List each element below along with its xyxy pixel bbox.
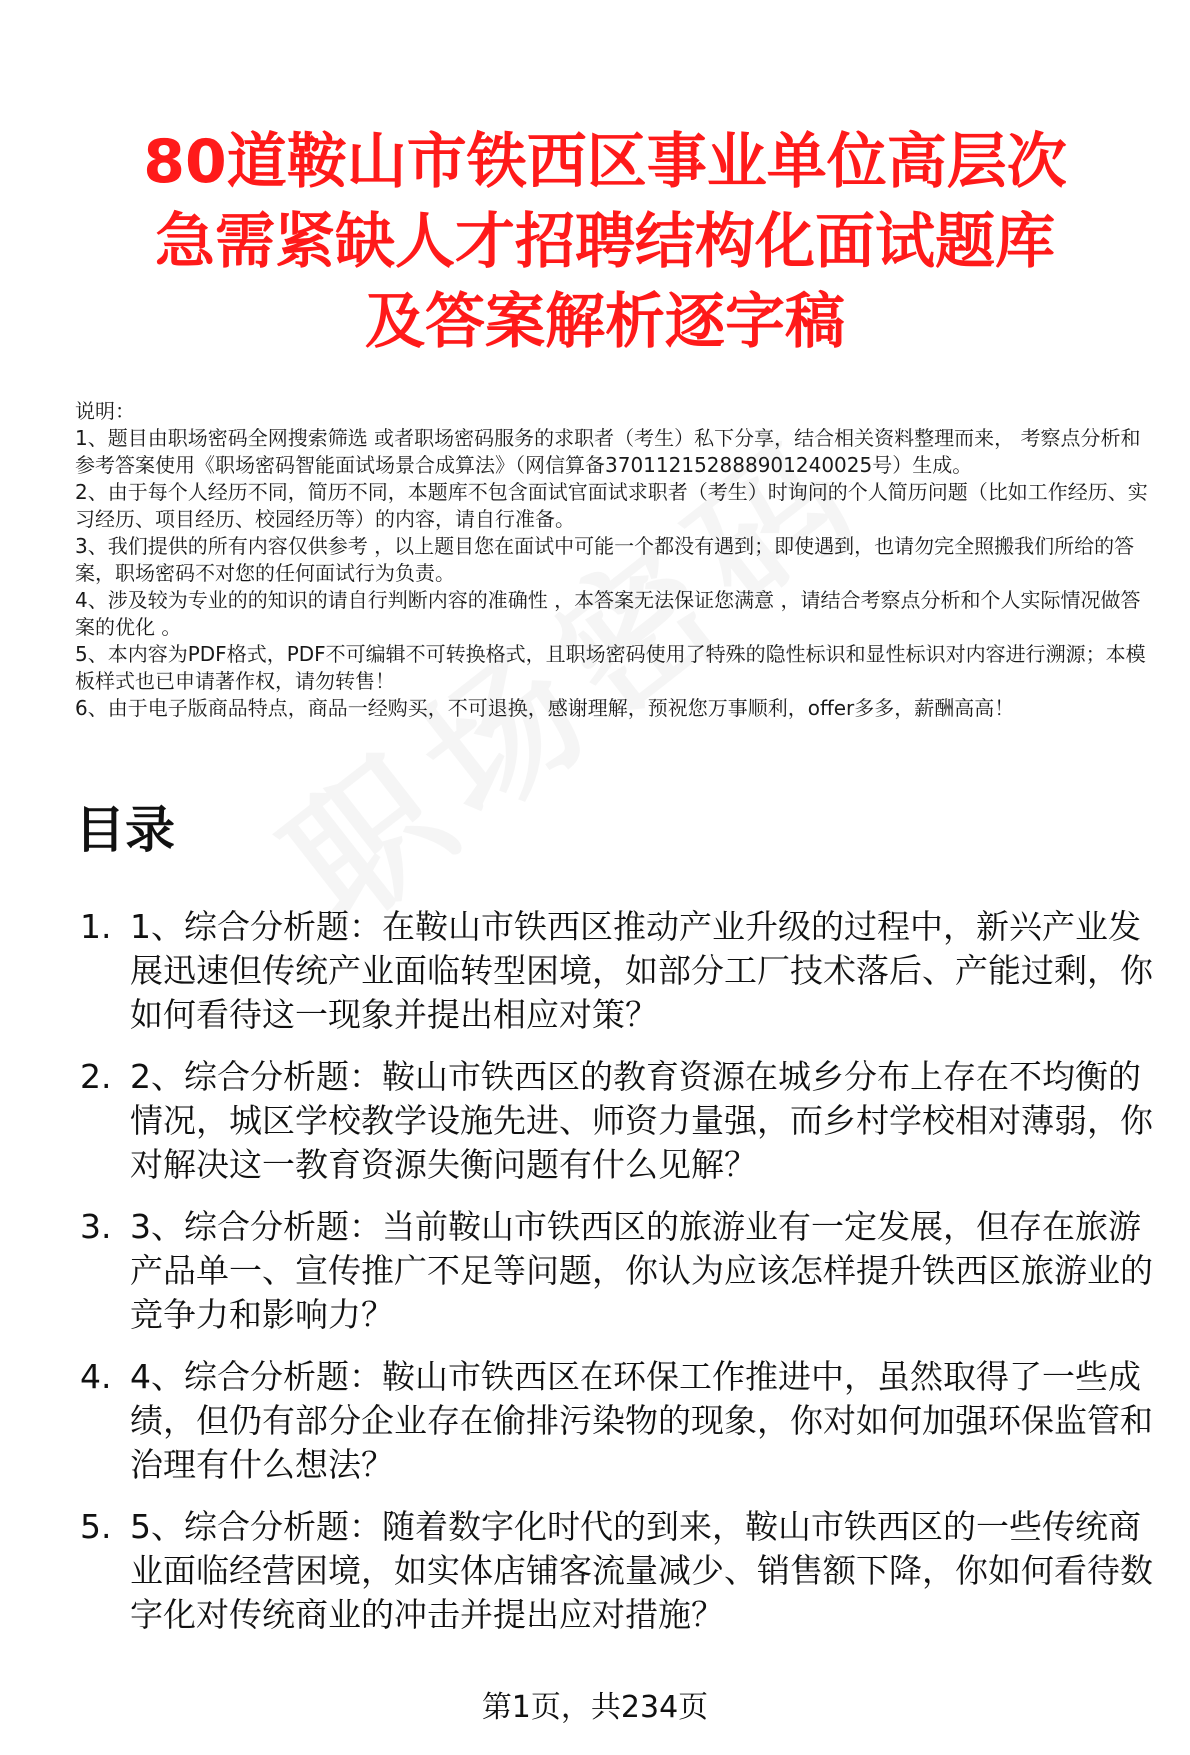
toc-item-text[interactable]: 3、综合分析题：当前鞍山市铁西区的旅游业有一定发展，但存在旅游产品单一、宣传推广不足等问题，你认为应该怎样提升铁西区旅游业的竞争力和影响力？ (130, 1207, 1153, 1334)
note-item: 5、本内容为PDF格式，PDF不可编辑不可转换格式，且职场密码使用了特殊的隐性标识和显性标识对内容进行溯源；本模板样式也已申请著作权，请勿转售！ (75, 642, 1146, 693)
note-item: 6、由于电子版商品特点，商品一经购买，不可退换，感谢理解，预祝您万事顺利，offer多多，薪酬高高！ (75, 696, 1015, 720)
page-footer: 第1页，共234页 (481, 1690, 709, 1725)
note-item: 2、由于每个人经历不同，简历不同，本题库不包含面试官面试求职者（考生）时询问的个人简历问题（比如工作经历、实习经历、项目经历、校园经历等）的内容，请自行准备。 (75, 480, 1148, 531)
toc-item-text[interactable]: 4、综合分析题：鞍山市铁西区在环保工作推进中，虽然取得了一些成绩，但仍有部分企业存在偷排污染物的现象，你对如何加强环保监管和治理有什么想法？ (130, 1357, 1153, 1484)
toc-item-number: 1. (80, 907, 112, 946)
toc-item[interactable] (75, 1205, 1170, 1337)
toc-item-text[interactable]: 1、综合分析题：在鞍山市铁西区推动产业升级的过程中，新兴产业发展迅速但传统产业面临转型困境，如部分工厂技术落后、产能过剩，你如何看待这一现象并提出相应对策？ (130, 907, 1153, 1034)
toc-item-number: 4. (80, 1357, 112, 1396)
note-item: 1、题目由职场密码全网搜索筛选 或者职场密码服务的求职者（考生）私下分享，结合相关资料整理而来， 考察点分析和参考答案使用《职场密码智能面试场景合成算法》（网信算备370112152888901240025号）生成。 (75, 426, 1141, 477)
toc-item[interactable] (75, 1055, 1170, 1187)
toc-list (75, 905, 1170, 1655)
toc-item-text[interactable]: 2、综合分析题：鞍山市铁西区的教育资源在城乡分布上存在不均衡的情况，城区学校教学设施先进、师资力量强，而乡村学校相对薄弱，你对解决这一教育资源失衡问题有什么见解？ (130, 1057, 1153, 1184)
toc-item-number: 5. (80, 1507, 112, 1546)
toc-item[interactable] (75, 905, 1170, 1037)
toc-heading: 目录 (75, 801, 175, 859)
notes-heading: 说明： (75, 399, 135, 423)
toc-item-number: 3. (80, 1207, 112, 1246)
document-title (90, 122, 1120, 362)
note-item: 3、我们提供的所有内容仅供参考 ，以上题目您在面试中可能一个都没有遇到；即使遇到，也请勿完全照搬我们所给的答案，职场密码不对您的任何面试行为负责。 (75, 534, 1135, 585)
note-item: 4、涉及较为专业的的知识的请自行判断内容的准确性 ，本答案无法保证您满意 ，请结合考察点分析和个人实际情况做答案的优化 。 (75, 588, 1141, 639)
title-line: 急需紧缺人才招聘结构化面试题库 (155, 207, 1055, 277)
toc-item[interactable] (75, 1355, 1170, 1487)
title-line: 80道鞍山市铁西区事业单位高层次 (143, 127, 1067, 197)
notes-section (75, 398, 1155, 722)
title-line: 及答案解析逐字稿 (365, 287, 845, 357)
toc-item-text[interactable]: 5、综合分析题：随着数字化时代的到来，鞍山市铁西区的一些传统商业面临经营困境，如实体店铺客流量减少、销售额下降，你如何看待数字化对传统商业的冲击并提出应对措施？ (130, 1507, 1153, 1634)
toc-item-number: 2. (80, 1057, 112, 1096)
toc-item[interactable] (75, 1505, 1170, 1637)
